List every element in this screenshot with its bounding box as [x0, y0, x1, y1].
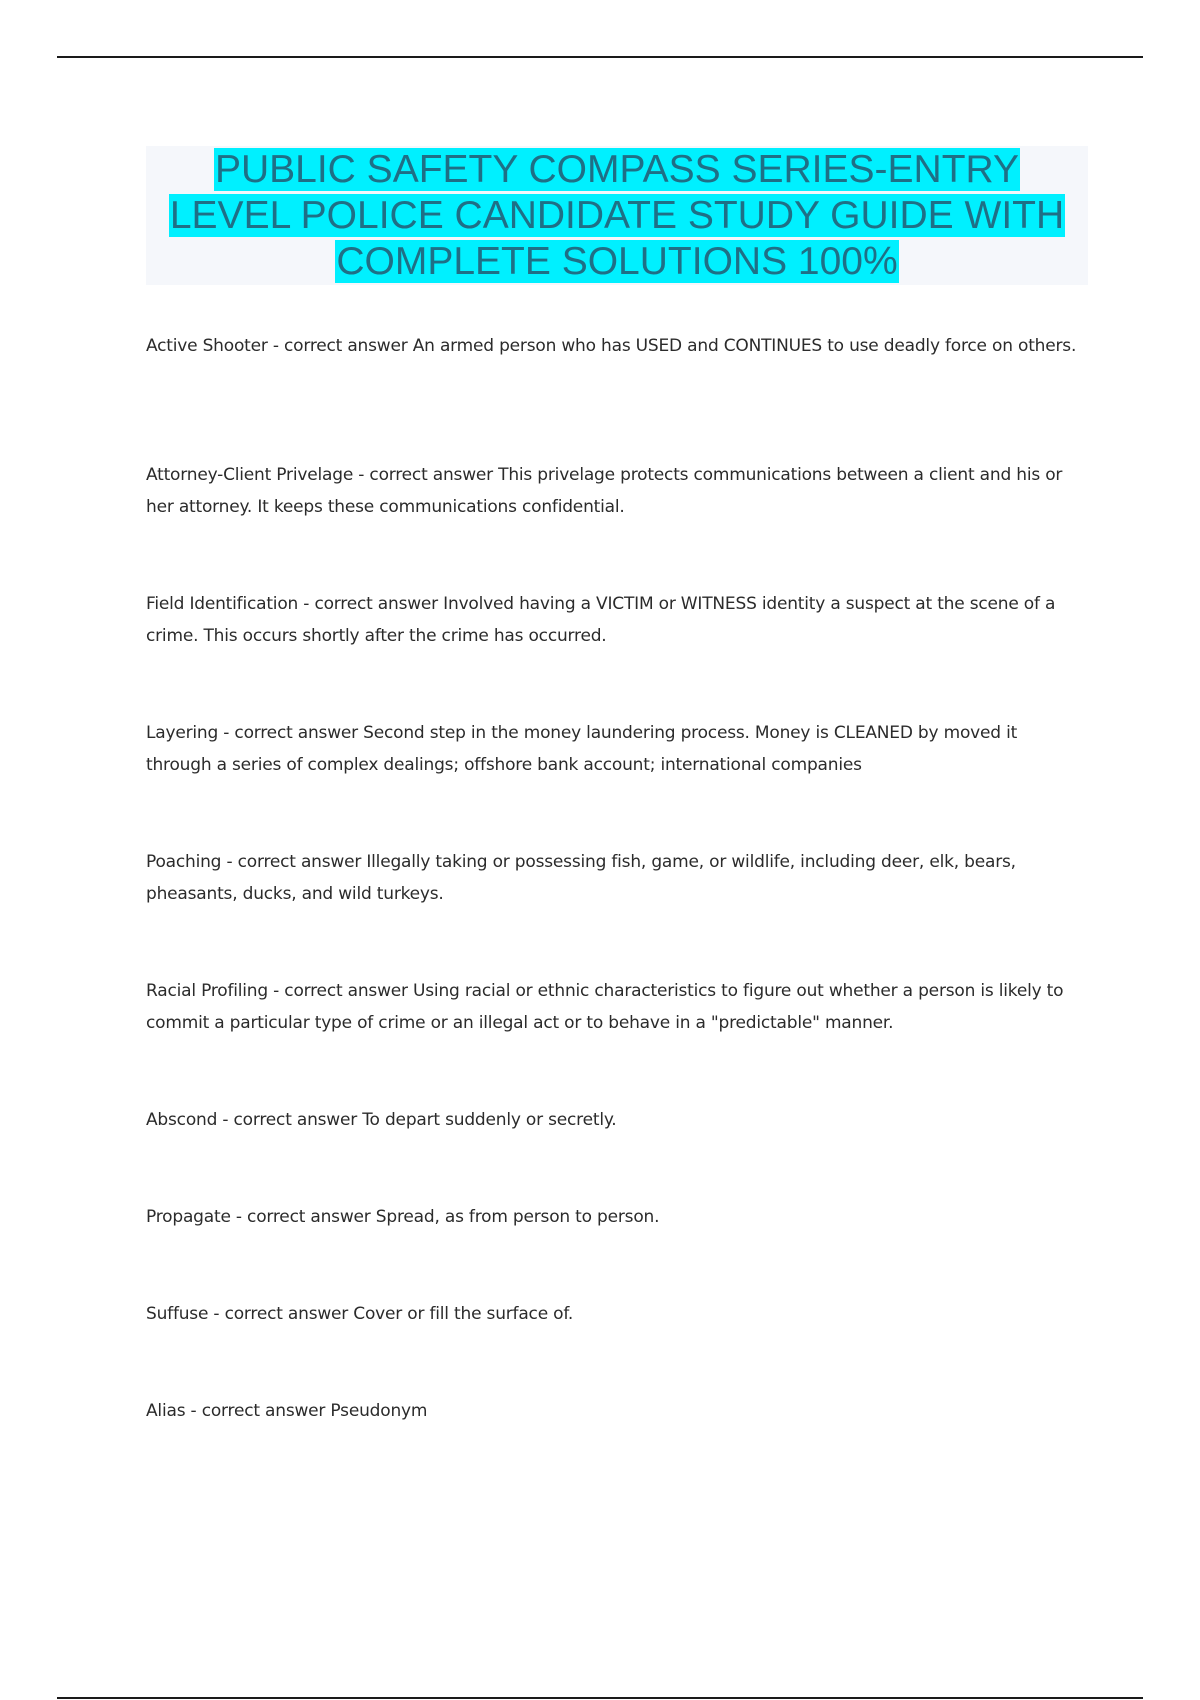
entry-active-shooter: Active Shooter - correct answer An armed person who has USED and CONTINUES to use deadly force on others. [146, 336, 1077, 356]
entry-layering: Layering - correct answer Second step in the money laundering process. Money is CLEANED by moved it through a series of complex dealings; offshore bank account; international companies [146, 723, 1018, 775]
entry-suffuse: Suffuse - correct answer Cover or fill the surface of. [146, 1304, 574, 1324]
title-line-3-text: COMPLETE SOLUTIONS 100% [336, 240, 898, 283]
document-title [146, 146, 1088, 285]
entry-propagate: Propagate - correct answer Spread, as from person to person. [146, 1207, 660, 1227]
entry-alias: Alias - correct answer Pseudonym [146, 1401, 428, 1421]
top-rule [57, 56, 1143, 58]
title-line-2-text: LEVEL POLICE CANDIDATE STUDY GUIDE WITH [169, 194, 1065, 237]
entry-attorney-client-privelage: Attorney-Client Privelage - correct answer This privelage protects communications between a client and his or her attorney. It keeps these communications confidential. [146, 465, 1063, 517]
title-line-1-text: PUBLIC SAFETY COMPASS SERIES-ENTRY [214, 148, 1020, 191]
entry-racial-profiling: Racial Profiling - correct answer Using racial or ethnic characteristics to figure out whether a person is likely to commit a particular type of crime or an illegal act or to behave in a "predictable" manner. [146, 981, 1064, 1033]
entry-poaching: Poaching - correct answer Illegally taking or possessing fish, game, or wildlife, including deer, elk, bears, pheasants, ducks, and wild turkeys. [146, 852, 1016, 904]
entry-abscond: Abscond - correct answer To depart suddenly or secretly. [146, 1110, 617, 1130]
title-line-1 [146, 147, 1088, 193]
title-line-3 [146, 239, 1088, 285]
title-line-2 [146, 193, 1088, 239]
entry-field-identification: Field Identification - correct answer Involved having a VICTIM or WITNESS identity a suspect at the scene of a crime. This occurs shortly after the crime has occurred. [146, 594, 1056, 646]
bottom-rule [57, 1697, 1143, 1699]
